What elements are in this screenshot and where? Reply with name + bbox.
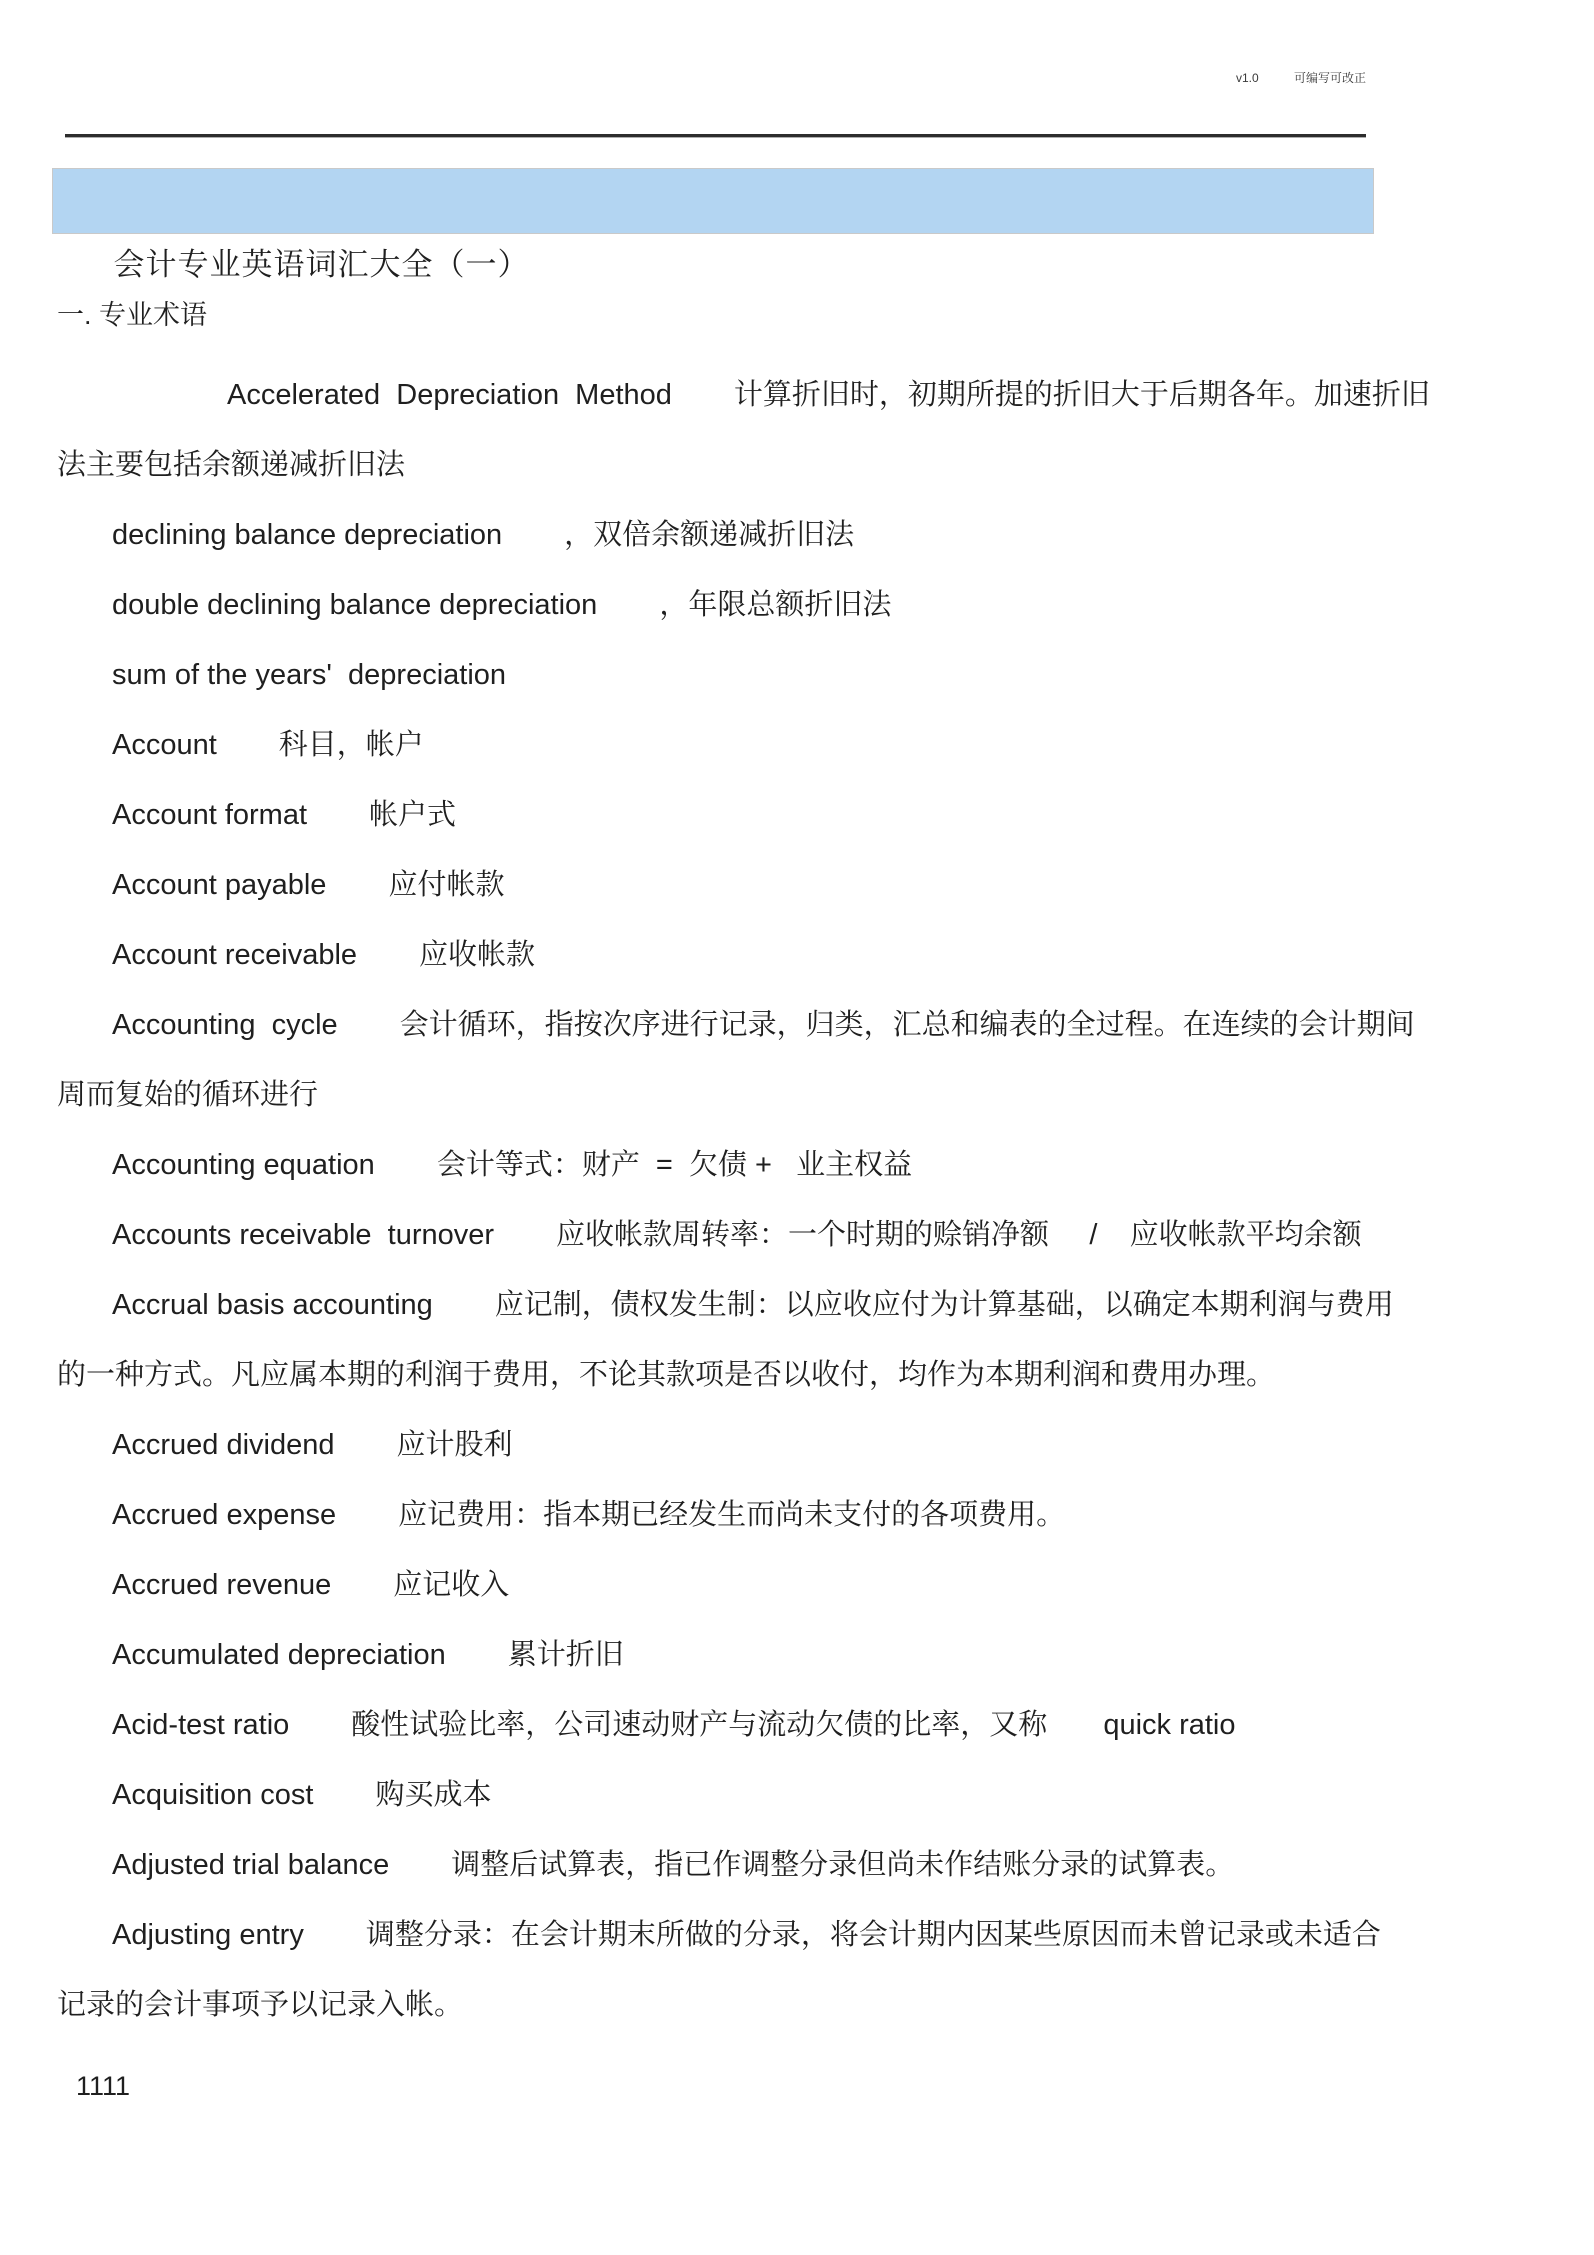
term-zh: 会计等式：财产 = 欠债 + 业主权益 [436, 1149, 913, 1181]
edit-note: 可编写可改正 [1293, 71, 1366, 85]
term-en: Accounting cycle [112, 1009, 338, 1041]
term-en: Account payable [112, 869, 327, 901]
vocab-line [57, 1480, 1454, 1550]
term-en: Account [112, 729, 217, 761]
term-zh: 会计循环，指按次序进行记录，归类，汇总和编表的全过程。在连续的会计期间 [399, 1009, 1415, 1041]
document-title: 会计专业英语词汇大全（一） [113, 247, 530, 282]
term-en: Accounting equation [112, 1149, 375, 1181]
term-zh: 应付帐款 [388, 869, 505, 901]
vocab-line [57, 1900, 1454, 1970]
term-en: Account receivable [112, 939, 358, 971]
vocab-line [57, 1690, 1454, 1760]
term-en: declining balance depreciation [112, 519, 503, 551]
section-heading: 一. 专业术语 [57, 300, 208, 330]
term-zh: 记录的会计事项予以记录入帐。 [57, 1989, 464, 2021]
term-en-alias: quick ratio [1103, 1709, 1236, 1741]
header-rule [65, 134, 1366, 138]
vocab-line [57, 430, 1454, 500]
term-en: Accrued revenue [112, 1569, 332, 1601]
term-zh: 法主要包括余额递减折旧法 [57, 449, 406, 481]
term-en: Accumulated depreciation [112, 1639, 446, 1671]
vocab-line [57, 710, 1454, 780]
vocab-line [57, 1970, 1454, 2040]
vocab-line [57, 850, 1454, 920]
term-en: Account format [112, 799, 308, 831]
term-zh: 应记收入 [393, 1569, 510, 1601]
term-en: Adjusting entry [112, 1919, 304, 1951]
vocab-line [57, 920, 1454, 990]
term-zh: ，年限总额折旧法 [659, 589, 892, 621]
term-zh: 的一种方式。凡应属本期的利润于费用，不论其款项是否以收付，均作为本期利润和费用办理。 [57, 1359, 1276, 1391]
version-label: v1.0 [1235, 71, 1259, 85]
vocab-line [57, 1130, 1454, 1200]
vocab-line [57, 570, 1454, 640]
term-zh: ，双倍余额递减折旧法 [564, 519, 855, 551]
vocab-line [57, 990, 1454, 1060]
vocab-line [57, 360, 1454, 430]
term-zh: 应收帐款 [419, 939, 536, 971]
vocab-line [57, 1620, 1454, 1690]
term-en: Adjusted trial balance [112, 1849, 390, 1881]
term-zh: 应记制，债权发生制：以应收应付为计算基础，以确定本期利润与费用 [494, 1289, 1394, 1321]
vocab-line [57, 500, 1454, 570]
vocab-line [57, 1550, 1454, 1620]
term-zh: 应收帐款周转率：一个时期的赊销净额 / 应收帐款平均余额 [556, 1219, 1362, 1251]
vocab-line [57, 1270, 1454, 1340]
vocab-line [57, 1200, 1454, 1270]
vocab-line [57, 1060, 1454, 1130]
term-zh: 周而复始的循环进行 [57, 1079, 319, 1111]
term-zh: 计算折旧时，初期所提的折旧大于后期各年。加速折旧 [733, 379, 1430, 411]
term-en: double declining balance depreciation [112, 589, 598, 621]
vocab-line [57, 1340, 1454, 1410]
term-zh: 累计折旧 [507, 1639, 624, 1671]
term-zh: 帐户式 [369, 799, 457, 831]
title-banner [52, 168, 1374, 282]
term-zh: 应记费用：指本期已经发生而尚未支付的各项费用。 [398, 1499, 1066, 1531]
term-en: Accrued dividend [112, 1429, 335, 1461]
term-en: Accounts receivable turnover [112, 1219, 495, 1251]
page-number: 1111 [76, 2071, 131, 2101]
term-en: Accrual basis accounting [112, 1289, 433, 1321]
term-en: Acid-test ratio [112, 1709, 290, 1741]
vocab-line [57, 780, 1454, 850]
term-zh: 调整分录：在会计期末所做的分录，将会计期内因某些原因而未曾记录或未适合 [365, 1919, 1381, 1951]
page-footer [0, 2070, 1594, 2102]
term-zh: 科目，帐户 [278, 729, 424, 761]
page-header [0, 0, 1594, 86]
term-zh: 应计股利 [396, 1429, 513, 1461]
term-en: Accelerated Depreciation Method [227, 379, 672, 411]
vocab-line [57, 1410, 1454, 1480]
vocab-line [57, 1830, 1454, 1900]
term-en: sum of the years' depreciation [112, 659, 507, 691]
term-en: Acquisition cost [112, 1779, 314, 1811]
term-zh: 购买成本 [375, 1779, 492, 1811]
vocabulary-list [0, 360, 1594, 2040]
term-en: Accrued expense [112, 1499, 337, 1531]
term-zh: 酸性试验比率，公司速动财产与流动欠债的比率，又称 [351, 1709, 1048, 1741]
vocab-line [57, 1760, 1454, 1830]
term-zh: 调整后试算表，指已作调整分录但尚未作结账分录的试算表。 [451, 1849, 1235, 1881]
vocab-line [57, 640, 1454, 710]
